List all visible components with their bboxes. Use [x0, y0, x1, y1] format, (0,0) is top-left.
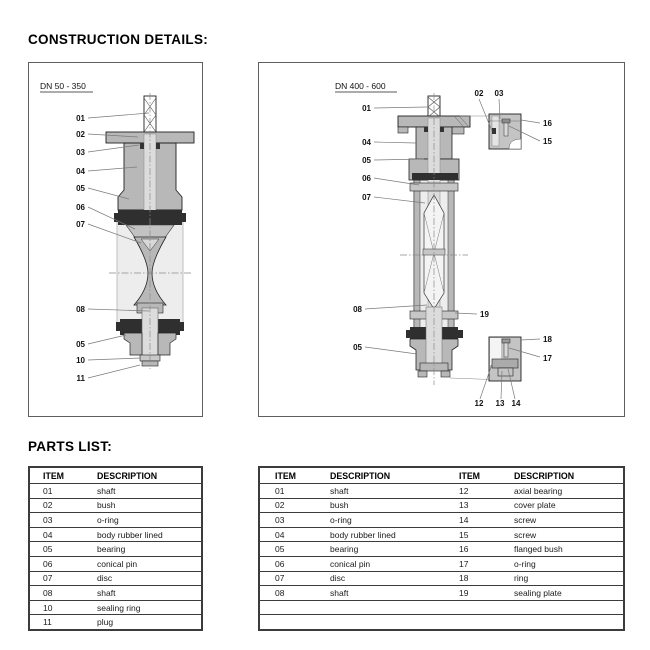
- callout-label: 02: [76, 130, 85, 139]
- item-cell: 11: [29, 615, 84, 630]
- callout-label: 04: [362, 138, 371, 147]
- item-cell: 07: [259, 571, 315, 586]
- desc-cell: [315, 615, 444, 630]
- callout-label: 05: [76, 184, 85, 193]
- desc-cell: conical pin: [315, 556, 444, 571]
- item-cell: 19: [444, 586, 499, 601]
- callout-label: 18: [543, 335, 552, 344]
- description-header: DESCRIPTION: [514, 470, 575, 481]
- desc-cell: o-ring: [499, 556, 624, 571]
- item-cell: 06: [29, 556, 84, 571]
- callout-label: 15: [543, 137, 552, 146]
- desc-cell: axial bearing: [499, 484, 624, 499]
- desc-cell: o-ring: [84, 513, 202, 528]
- parts-table-dn50-350: [28, 466, 203, 631]
- item-cell: 03: [259, 513, 315, 528]
- construction-details-title: CONSTRUCTION DETAILS:: [28, 32, 209, 47]
- item-cell: [444, 615, 499, 630]
- callout-label: 04: [76, 167, 85, 176]
- desc-cell: conical pin: [84, 556, 202, 571]
- desc-cell: shaft: [84, 484, 202, 499]
- table-row: [259, 586, 624, 601]
- table-row: [259, 542, 624, 557]
- item-header: ITEM: [275, 470, 297, 481]
- table-row: [259, 513, 624, 528]
- callout-label: 02: [474, 89, 484, 98]
- item-cell: 12: [444, 484, 499, 499]
- range-label: DN 50 - 350: [40, 81, 86, 91]
- callout-label: 08: [76, 305, 85, 314]
- callout-label: 03: [76, 148, 85, 157]
- table-row: [29, 615, 202, 630]
- description-header: DESCRIPTION: [97, 470, 158, 481]
- range-label: DN 400 - 600: [335, 81, 386, 91]
- callout-label: 01: [76, 114, 85, 123]
- desc-cell: plug: [84, 615, 202, 630]
- item-cell: 17: [444, 556, 499, 571]
- item-cell: 02: [29, 498, 84, 513]
- table-header-row: [29, 467, 202, 484]
- callout-label: 05: [76, 340, 85, 349]
- desc-cell: body rubber lined: [84, 527, 202, 542]
- desc-cell: [315, 600, 444, 615]
- callout-label: 05: [362, 156, 371, 165]
- table-row: [29, 571, 202, 586]
- desc-cell: bush: [315, 498, 444, 513]
- item-cell: 02: [259, 498, 315, 513]
- item-cell: 08: [29, 586, 84, 601]
- callout-label: 17: [543, 354, 552, 363]
- item-cell: 04: [259, 527, 315, 542]
- item-cell: 01: [259, 484, 315, 499]
- diagram-frame-dn50-350: [28, 62, 203, 417]
- table-row: [259, 571, 624, 586]
- valve-drawing: [398, 93, 470, 385]
- desc-cell: bearing: [315, 542, 444, 557]
- desc-cell: ring: [499, 571, 624, 586]
- desc-cell: screw: [499, 513, 624, 528]
- item-cell: 16: [444, 542, 499, 557]
- table-row: [259, 600, 624, 615]
- callout-label: 19: [480, 310, 489, 319]
- table-row: [259, 498, 624, 513]
- desc-cell: o-ring: [315, 513, 444, 528]
- item-cell: 14: [444, 513, 499, 528]
- callout-label: 01: [362, 104, 371, 113]
- parts-list-title: PARTS LIST:: [28, 439, 113, 454]
- item-cell: 10: [29, 600, 84, 615]
- item-cell: 07: [29, 571, 84, 586]
- desc-cell: sealing plate: [499, 586, 624, 601]
- desc-cell: [499, 600, 624, 615]
- callout-label: 12: [474, 399, 484, 408]
- callout-labels: [76, 114, 85, 383]
- desc-cell: disc: [84, 571, 202, 586]
- callout-label: 07: [76, 220, 85, 229]
- item-cell: 04: [29, 527, 84, 542]
- description-header: DESCRIPTION: [330, 470, 391, 481]
- table-row: [29, 484, 202, 499]
- item-cell: 08: [259, 586, 315, 601]
- item-cell: [444, 600, 499, 615]
- valve-section-dn400-600: [259, 63, 624, 416]
- callout-label: 13: [495, 399, 505, 408]
- callout-label: 06: [362, 174, 371, 183]
- table-row: [259, 527, 624, 542]
- table-row: [29, 600, 202, 615]
- desc-cell: disc: [315, 571, 444, 586]
- callout-label: 11: [76, 374, 85, 383]
- desc-cell: screw: [499, 527, 624, 542]
- callout-label: 16: [543, 119, 552, 128]
- callout-label: 05: [353, 343, 362, 352]
- table-header-row: [259, 467, 624, 484]
- table-row: [259, 556, 624, 571]
- valve-section-dn50-350: [29, 63, 202, 416]
- item-cell: 18: [444, 571, 499, 586]
- parts-table-dn400-600: [258, 466, 625, 631]
- diagram-frame-dn400-600: [258, 62, 625, 417]
- item-cell: 05: [29, 542, 84, 557]
- desc-cell: shaft: [315, 484, 444, 499]
- item-cell: 03: [29, 513, 84, 528]
- item-cell: [259, 600, 315, 615]
- detail-bottom-cover: [450, 337, 521, 381]
- item-cell: 15: [444, 527, 499, 542]
- desc-cell: bush: [84, 498, 202, 513]
- callout-label: 07: [362, 193, 371, 202]
- desc-cell: flanged bush: [499, 542, 624, 557]
- desc-cell: body rubber lined: [315, 527, 444, 542]
- callout-label: 08: [353, 305, 362, 314]
- table-row: [29, 498, 202, 513]
- item-cell: [259, 615, 315, 630]
- valve-drawing: [106, 93, 194, 369]
- desc-cell: shaft: [84, 586, 202, 601]
- item-cell: 05: [259, 542, 315, 557]
- table-row: [29, 556, 202, 571]
- callout-label: 14: [511, 399, 521, 408]
- table-row: [29, 527, 202, 542]
- desc-cell: bearing: [84, 542, 202, 557]
- item-header: ITEM: [459, 470, 481, 481]
- desc-cell: sealing ring: [84, 600, 202, 615]
- callout-label: 06: [76, 203, 85, 212]
- callout-label: 10: [76, 356, 85, 365]
- table-row: [29, 586, 202, 601]
- table-row: [259, 615, 624, 630]
- desc-cell: shaft: [315, 586, 444, 601]
- table-row: [259, 484, 624, 499]
- table-row: [29, 542, 202, 557]
- item-cell: 13: [444, 498, 499, 513]
- item-cell: 01: [29, 484, 84, 499]
- callout-label: 03: [494, 89, 504, 98]
- item-header: ITEM: [43, 470, 65, 481]
- item-cell: 06: [259, 556, 315, 571]
- desc-cell: [499, 615, 624, 630]
- desc-cell: cover plate: [499, 498, 624, 513]
- table-row: [29, 513, 202, 528]
